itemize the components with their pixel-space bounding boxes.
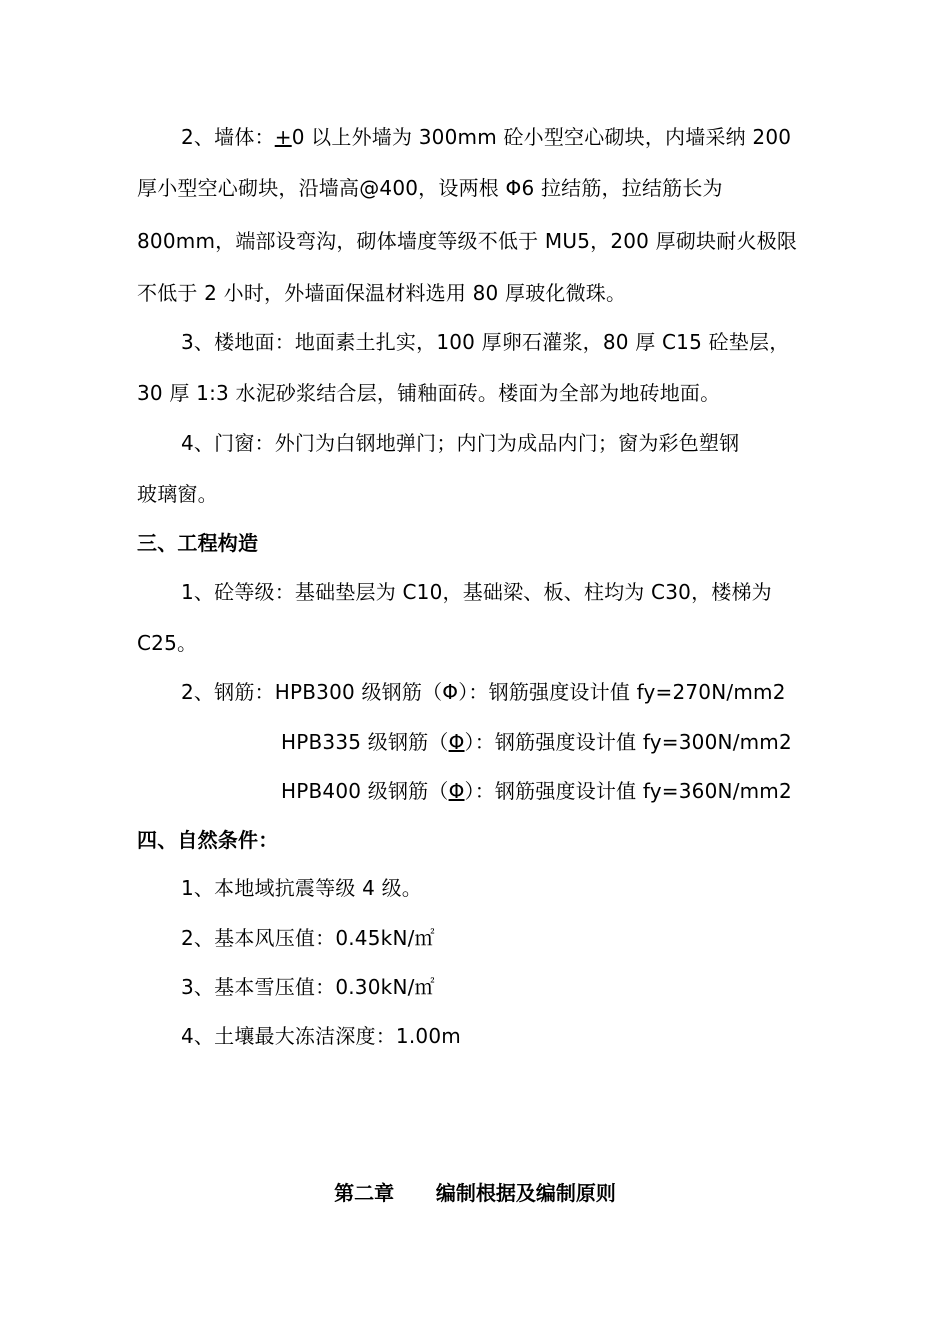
wall-paragraph-line-3: 800mm，端部设弯沟，砌体墙度等级不低于 MU5，200 厚砌块耐火极限 [137,229,798,253]
doors-paragraph-line-2: 玻璃窗。 [137,482,218,506]
chapter-title: 第二章 编制根据及编制原则 [334,1181,616,1205]
natural-condition-item: 1、本地域抗震等级 4 级。 [181,876,422,900]
natural-condition-item: 2、基本风压值：0.45kN/㎡ [181,926,435,950]
concrete-paragraph-line-1: 1、砼等级：基础垫层为 C10，基础梁、板、柱均为 C30，楼梯为 [181,580,772,604]
section-3-heading: 三、工程构造 [137,531,259,555]
rebar-2-grade: HPB335 级钢筋（ [281,730,449,754]
section-4-heading: 四、自然条件： [137,828,279,852]
rebar-3-grade: HPB400 级钢筋（ [281,779,449,803]
floor-paragraph-line-1: 3、楼地面：地面素土扎实，100 厚卵石灌浆，80 厚 C15 砼垫层， [181,330,790,354]
natural-condition-item: 3、基本雪压值：0.30kN/㎡ [181,975,435,999]
rebar-line-3 [281,779,792,803]
floor-paragraph-line-2: 30 厚 1:3 水泥砂浆结合层，铺釉面砖。楼面为全部为地砖地面。 [137,381,721,405]
concrete-paragraph-line-2: C25。 [137,631,198,655]
wall-prefix: 2、墙体： [181,125,275,149]
natural-condition-item: 4、土壤最大冻洁深度：1.00m [181,1024,461,1048]
wall-paragraph-line-2: 厚小型空心砌块，沿墙高@400，设两根 Φ6 拉结筋，拉结筋长为 [137,176,723,200]
rebar-3-symbol: Φ [448,779,465,803]
rebar-2-symbol: Φ [448,730,465,754]
doors-paragraph-line-1: 4、门窗：外门为白钢地弹门；内门为成品内门；窗为彩色塑钢 [181,431,740,455]
rebar-2-strength: ）：钢筋强度设计值 fy=300N/mm2 [464,730,792,754]
wall-paragraph-line-1 [181,125,791,149]
rebar-line-2 [281,730,792,754]
wall-line-1-rest: 0 以上外墙为 300mm 砼小型空心砌块，内墙采纳 200 [291,125,792,149]
plus-minus-sign: + [274,125,292,149]
rebar-line-1: 2、钢筋：HPB300 级钢筋（Φ）：钢筋强度设计值 fy=270N/mm2 [181,680,786,704]
rebar-3-strength: ）：钢筋强度设计值 fy=360N/mm2 [464,779,792,803]
wall-paragraph-line-4: 不低于 2 小时，外墙面保温材料选用 80 厚玻化微珠。 [137,281,627,305]
